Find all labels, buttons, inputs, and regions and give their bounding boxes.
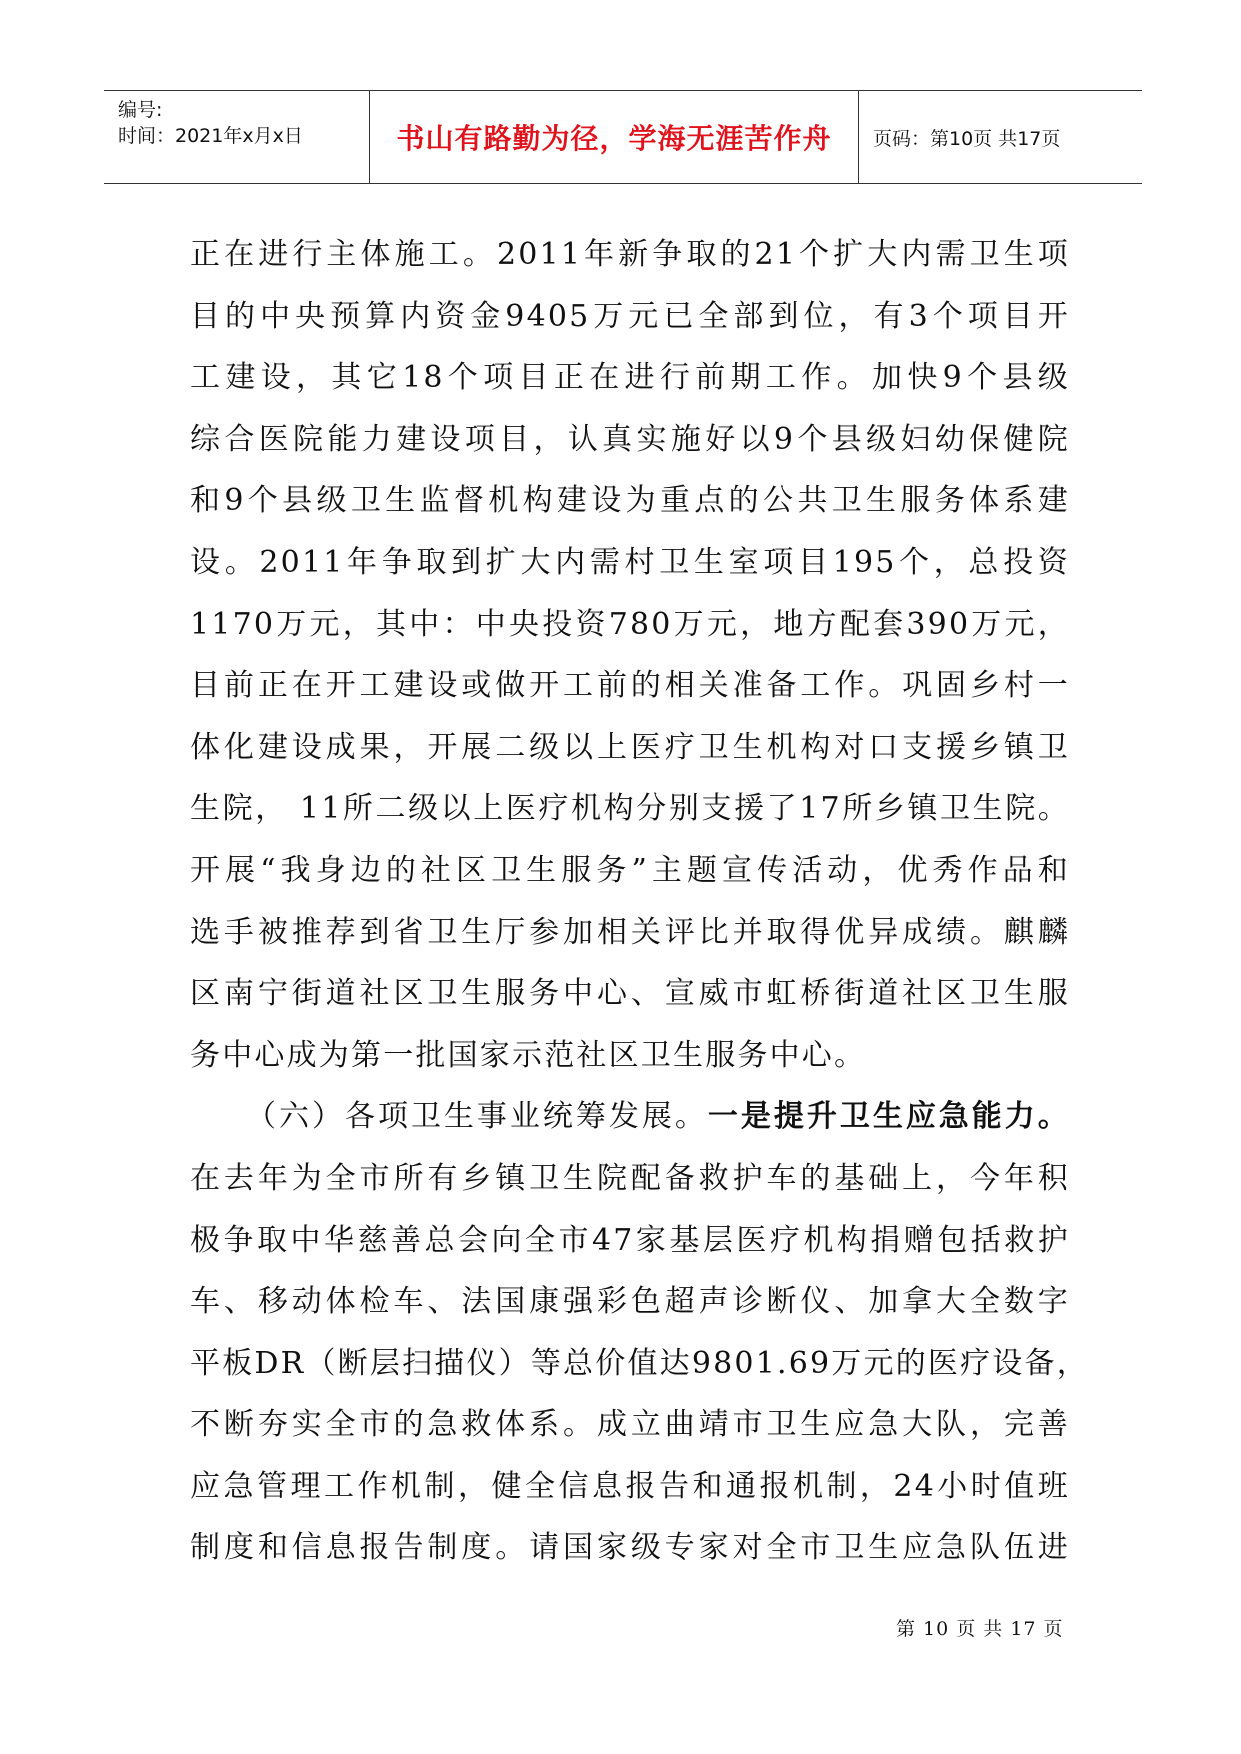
document-body — [190, 224, 1089, 1579]
page-footer: 第 10 页 共 17 页 — [896, 1618, 1064, 1640]
header-motto: 书山有路勤为径，学海无涯苦作舟 — [396, 122, 832, 155]
body-line: 综合医院能力建设项目，认真实施好以9个县级妇幼保健院 — [190, 421, 1070, 457]
header-page-info-cell — [859, 91, 1142, 183]
body-line: 体化建设成果，开展二级以上医疗卫生机构对口支援乡镇卫 — [190, 729, 1070, 765]
section-line: 制度和信息报告制度。请国家级专家对全市卫生应急队伍进 — [190, 1530, 1070, 1566]
section-bold-heading: 一是提升卫生应急能力。 — [707, 1099, 1070, 1135]
header-page-info: 页码：第10页 共17页 — [873, 127, 1061, 150]
section-heading-line — [190, 1086, 1070, 1148]
body-line: 工建设，其它18个项目正在进行前期工作。加快9个县级 — [190, 360, 1070, 396]
body-line: 设。2011年争取到扩大内需村卫生室项目195个，总投资 — [190, 544, 1070, 580]
section-line: 平板DR（断层扫描仪）等总价值达9801.69万元的医疗设备， — [190, 1345, 1089, 1381]
body-line: 区南宁街道社区卫生服务中心、宣威市虹桥街道社区卫生服 — [190, 976, 1070, 1012]
doc-time-label: 时间：2021年x月x日 — [118, 125, 303, 147]
header-meta — [104, 91, 369, 183]
section-line: 在去年为全市所有乡镇卫生院配备救护车的基础上，今年积 — [190, 1160, 1070, 1196]
page-header — [104, 90, 1142, 184]
body-line: 开展“我身边的社区卫生服务”主题宣传活动，优秀作品和 — [190, 852, 1070, 888]
section-line: 车、移动体检车、法国康强彩色超声诊断仪、加拿大全数字 — [190, 1284, 1070, 1320]
body-line: 目的中央预算内资金9405万元已全部到位，有3个项目开 — [190, 298, 1070, 334]
body-line: 目前正在开工建设或做开工前的相关准备工作。巩固乡村一 — [190, 668, 1070, 704]
body-line: 生院， 11所二级以上医疗机构分别支援了17所乡镇卫生院。 — [190, 791, 1070, 827]
body-line: 务中心成为第一批国家示范社区卫生服务中心。 — [190, 1037, 867, 1073]
body-line: 选手被推荐到省卫生厅参加相关评比并取得优异成绩。麒麟 — [190, 914, 1070, 950]
body-line: 正在进行主体施工。2011年新争取的21个扩大内需卫生项 — [190, 237, 1070, 272]
doc-number-label: 编号: — [118, 99, 163, 121]
header-motto-cell — [369, 91, 859, 183]
body-line: 和9个县级卫生监督机构建设为重点的公共卫生服务体系建 — [190, 483, 1070, 519]
body-line: 1170万元，其中：中央投资780万元，地方配套390万元， — [190, 606, 1070, 642]
section-line: 不断夯实全市的急救体系。成立曲靖市卫生应急大队，完善 — [190, 1407, 1070, 1443]
section-line: 极争取中华慈善总会向全市47家基层医疗机构捐赠包括救护 — [190, 1222, 1070, 1258]
section-line: 应急管理工作机制，健全信息报告和通报机制，24小时值班 — [190, 1468, 1070, 1504]
section-heading: （六）各项卫生事业统筹发展。 — [246, 1099, 708, 1135]
